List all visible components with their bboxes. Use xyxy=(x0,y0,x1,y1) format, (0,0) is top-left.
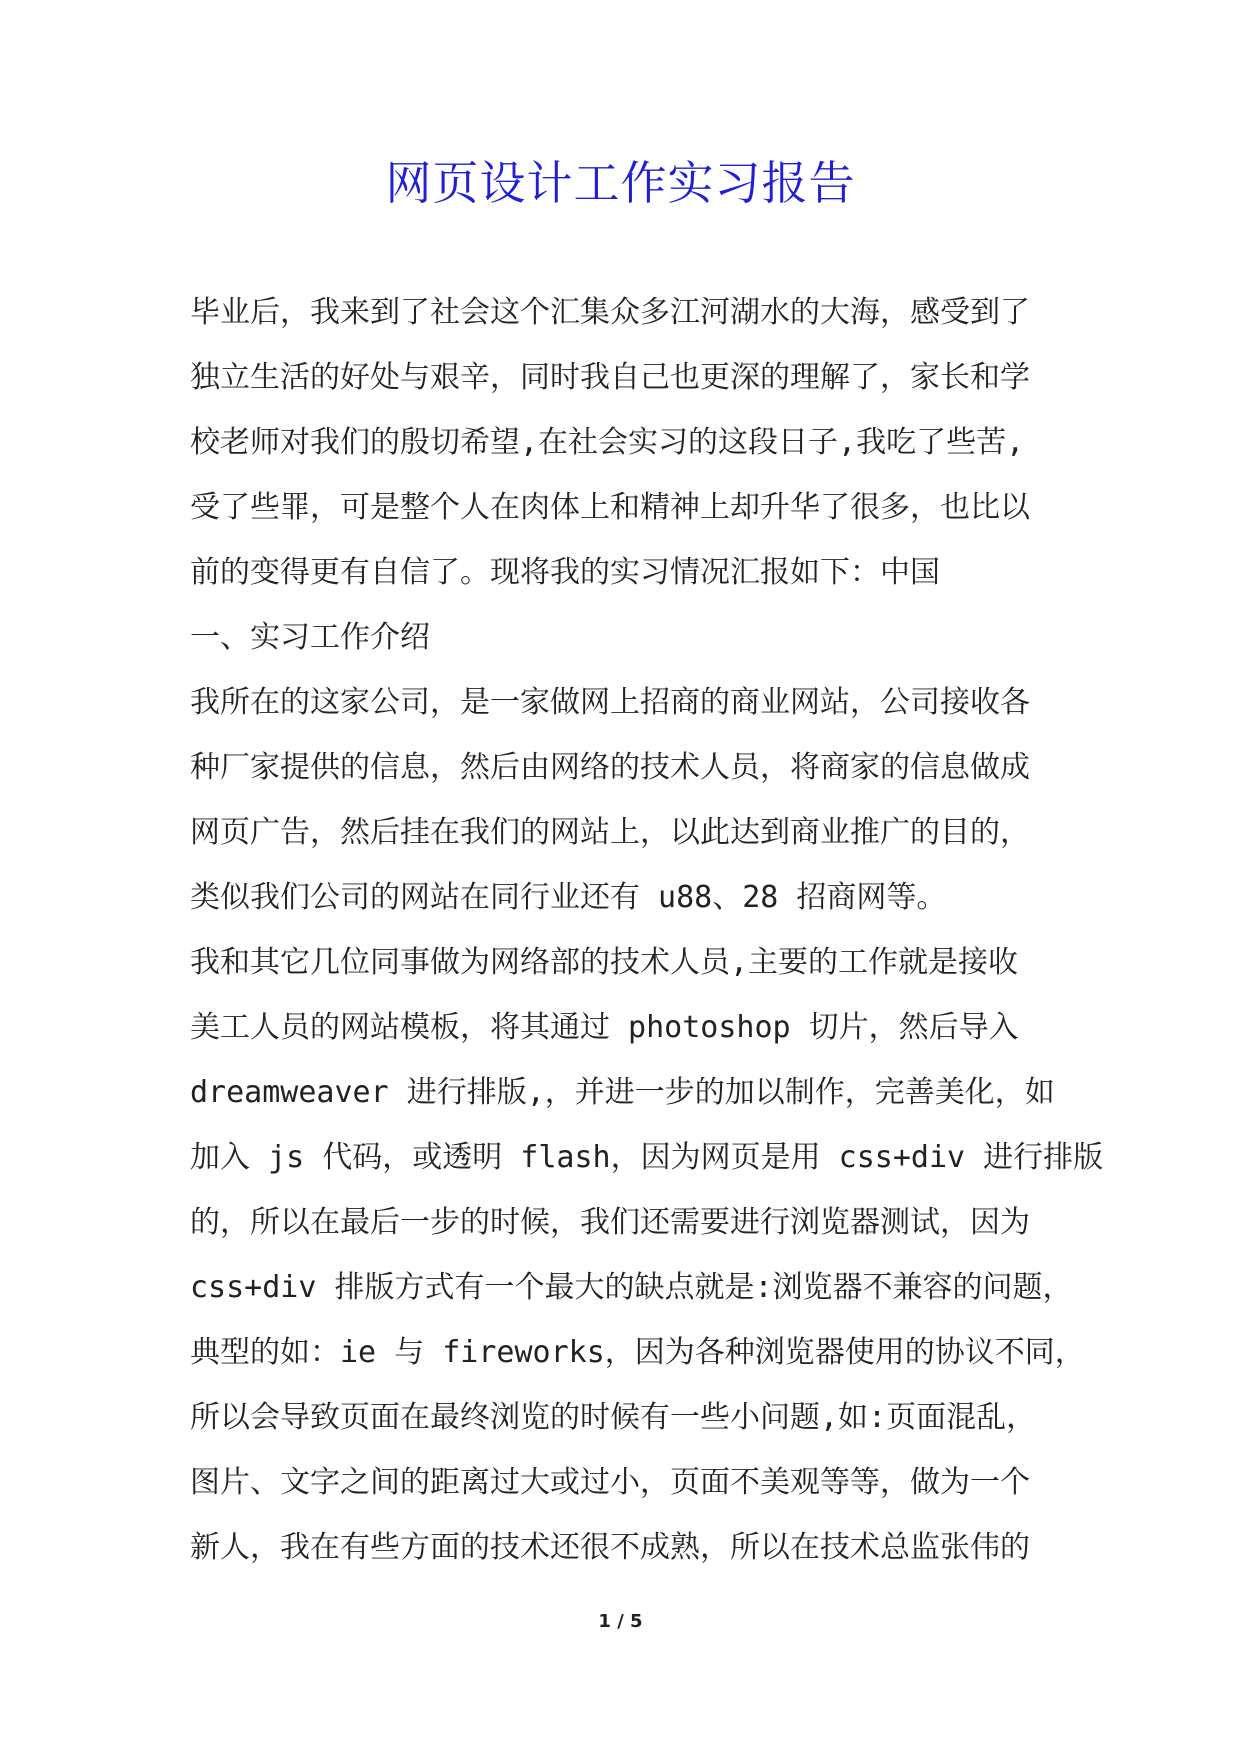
body-line-1: 毕业后，我来到了社会这个汇集众多江河湖水的大海，感受到了 xyxy=(190,295,1030,330)
body-line-10: 类似我们公司的网站在同行业还有 u88、28 招商网等。 xyxy=(190,880,947,915)
body-line-9: 网页广告，然后挂在我们的网站上，以此达到商业推广的目的， xyxy=(190,815,1030,850)
body-line-12: 美工人员的网站模板，将其通过 photoshop 切片，然后导入 xyxy=(190,1010,1019,1045)
body-line-13: dreamweaver 进行排版,，并进一步的加以制作，完善美化，如 xyxy=(190,1075,1055,1110)
body-line-18: 所以会导致页面在最终浏览的时候有一些小问题,如:页面混乱， xyxy=(190,1400,1037,1435)
body-line-3: 校老师对我们的殷切希望,在社会实习的这段日子,我吃了些苦, xyxy=(190,425,1025,460)
body-line-19: 图片、文字之间的距离过大或过小，页面不美观等等，做为一个 xyxy=(190,1465,1030,1500)
document-title: 网页设计工作实习报告 xyxy=(385,156,856,210)
body-line-5: 前的变得更有自信了。现将我的实习情况汇报如下：中国 xyxy=(190,555,940,590)
body-line-8: 种厂家提供的信息，然后由网络的技术人员，将商家的信息做成 xyxy=(190,750,1030,785)
body-line-17: 典型的如：ie 与 fireworks，因为各种浏览器使用的协议不同， xyxy=(190,1335,1085,1370)
body-line-15: 的，所以在最后一步的时候，我们还需要进行浏览器测试，因为 xyxy=(190,1205,1030,1240)
document-body xyxy=(190,280,1104,1580)
body-line-14: 加入 js 代码，或透明 flash，因为网页是用 css+div 进行排版 xyxy=(190,1140,1104,1175)
body-line-7: 我所在的这家公司，是一家做网上招商的商业网站，公司接收各 xyxy=(190,685,1030,720)
section-heading: 一、实习工作介绍 xyxy=(190,620,430,655)
body-line-11: 我和其它几位同事做为网络部的技术人员,主要的工作就是接收 xyxy=(190,945,1019,980)
body-line-20: 新人，我在有些方面的技术还很不成熟，所以在技术总监张伟的 xyxy=(190,1530,1030,1565)
body-line-2: 独立生活的好处与艰辛，同时我自己也更深的理解了，家长和学 xyxy=(190,360,1030,395)
page-number: 1 / 5 xyxy=(598,1611,643,1632)
body-line-4: 受了些罪，可是整个人在肉体上和精神上却升华了很多，也比以 xyxy=(190,490,1030,525)
body-line-16: css+div 排版方式有一个最大的缺点就是:浏览器不兼容的问题， xyxy=(190,1270,1073,1305)
